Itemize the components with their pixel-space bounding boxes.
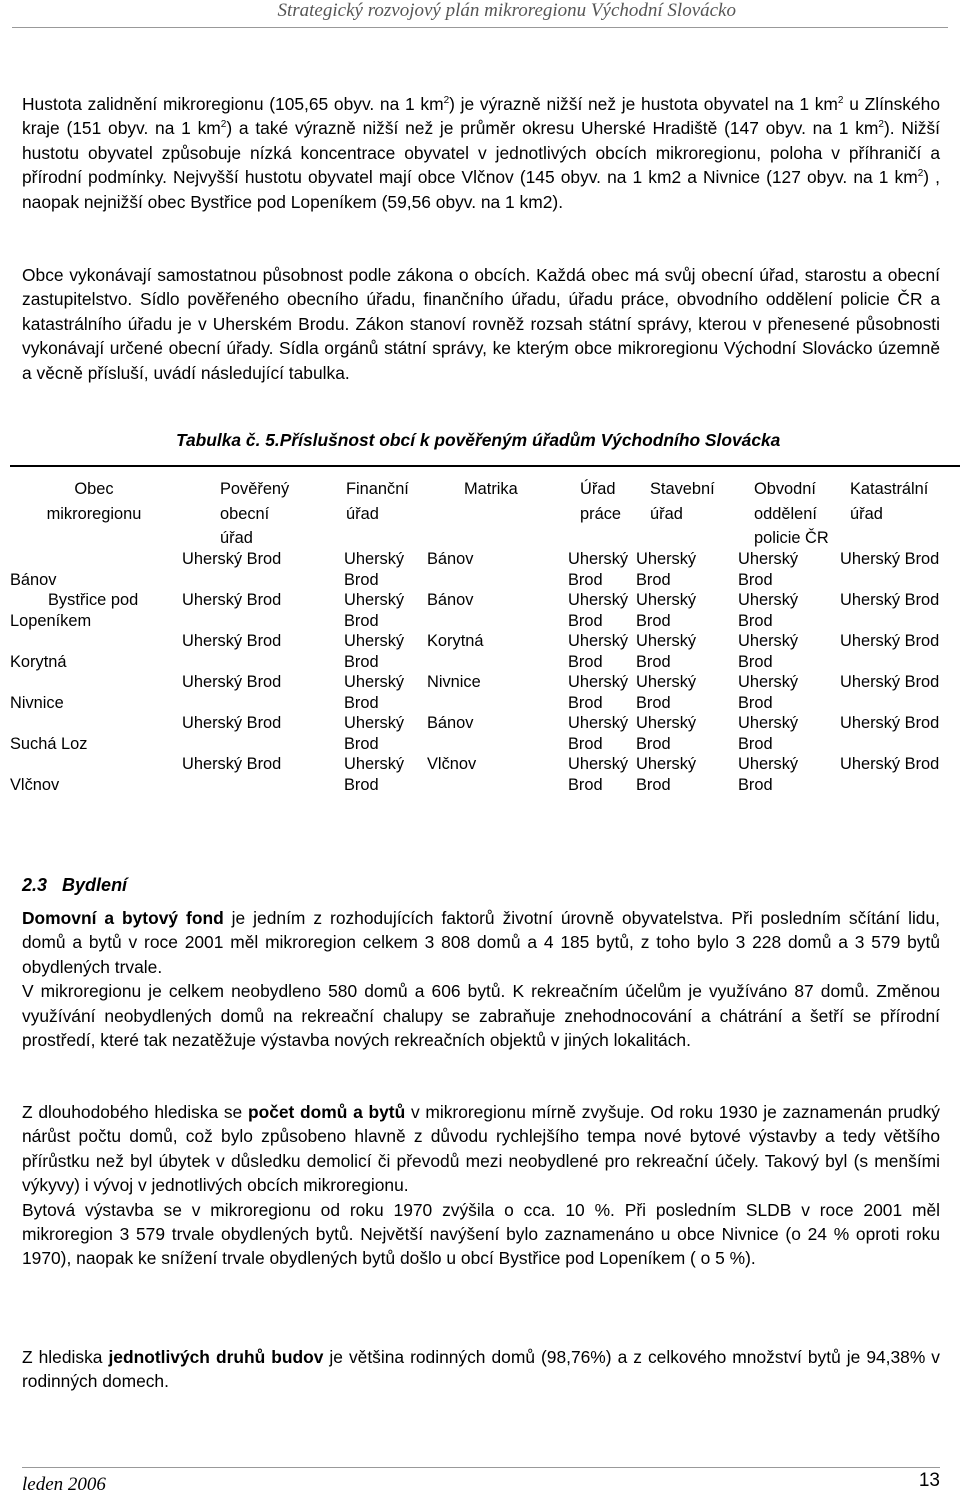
header-text: obecní — [220, 504, 270, 523]
cell-text: Brod — [568, 775, 603, 794]
cell-text: Uherský — [636, 673, 697, 691]
superscript: 2 — [837, 95, 844, 107]
header-text: Obvodní — [754, 480, 816, 498]
cell-text: Brod — [636, 775, 671, 794]
cell-text: Uherský — [738, 755, 799, 773]
cell-text: Uherský — [636, 550, 697, 568]
cell-text: Brod — [344, 693, 379, 712]
cell-text: Brod — [738, 775, 773, 794]
cell-obvodni — [738, 590, 798, 631]
bold-text: Domovní a bytový fond — [22, 908, 224, 928]
header-povereny — [220, 477, 289, 551]
cell-text: Uherský — [568, 755, 629, 773]
row-name: Vlčnov — [10, 775, 60, 794]
cell-text: Uherský — [344, 714, 405, 732]
superscript: 2 — [443, 95, 450, 107]
paragraph-administration: Obce vykonávají samostatnou působnost podle zákona o obcích. Každá obec má svůj obecní úřad, starostu a obecní zastupitelstvo. Sídlo pověřeného obecního úřadu, finančního úřadu, úřadu práce, obvodního oddělení policie ČR a katastrálního úřadu je v Uherském Brodu. Zákon stanoví rovněž rozsah státní správy, kterou v přenesené působnosti vykonávají určené obecní úřady. Sídla orgánů státní správy, ke kterým obce mikroregionu Východní Slovácko územně a věcně přísluší, uvádí následující tabulka. — [22, 265, 940, 383]
table-row — [10, 590, 960, 631]
header-text: práce — [580, 504, 622, 523]
cell-katastralni: Uherský Brod — [840, 550, 940, 568]
cell-text: Brod — [636, 652, 671, 671]
footer-rule — [22, 1467, 940, 1468]
row-name: Lopeníkem — [10, 611, 92, 630]
cell-urad-prace — [568, 631, 628, 672]
table-row — [10, 754, 960, 795]
cell-text: Brod — [568, 693, 603, 712]
cell-text: Brod — [568, 734, 603, 753]
header-text: úřad — [650, 504, 683, 523]
page-header — [0, 0, 960, 28]
cell-text: Brod — [636, 611, 671, 630]
cell-povereny: Uherský Brod — [182, 673, 282, 691]
cell-text: Uherský — [738, 673, 799, 691]
section-title: Bydlení — [62, 875, 128, 895]
cell-text: Brod — [738, 734, 773, 753]
table-row — [10, 549, 960, 590]
cell-financni — [344, 590, 404, 631]
cell-text: Uherský — [738, 632, 799, 650]
header-text: úřad — [346, 504, 379, 523]
header-obec — [10, 477, 178, 526]
text: Bytová výstavba se v mikroregionu od roku 1970 zvýšila o cca. 10 %. Při posledním SLDB v roce 2001 měl mikroregion 3 579 trvale obydlených bytů. Největší navýšení bylo zaznamenáno u obce Nivnice (o 24 % oproti roku 1970), naopak ke snížení trvale obydlených bytů došlo u obcí Bystřice pod Lopeníkem ( o 5 %). — [22, 1199, 940, 1269]
cell-katastralni: Uherský Brod — [840, 673, 940, 691]
cell-katastralni: Uherský Brod — [840, 591, 940, 609]
row-name: Korytná — [10, 652, 67, 671]
cell-text: Uherský — [568, 550, 629, 568]
header-text: Katastrální — [850, 480, 929, 498]
cell-stavebni — [636, 590, 696, 631]
cell-stavebni — [636, 672, 696, 713]
cell-obvodni — [738, 754, 798, 795]
header-urad-prace — [580, 477, 621, 526]
text: Hustota zalidnění mikroregionu (105,65 obyv. na 1 km — [22, 94, 444, 114]
row-name: Suchá Loz — [10, 734, 88, 753]
cell-katastralni: Uherský Brod — [840, 632, 940, 650]
cell-stavebni — [636, 549, 696, 590]
cell-text: Uherský — [738, 550, 799, 568]
cell-povereny: Uherský Brod — [182, 755, 282, 773]
cell-text: Uherský — [568, 632, 629, 650]
paragraph-building-types — [22, 1345, 940, 1394]
text: v mikroregionu mírně zvyšuje. Od roku 1930 je zaznamenán prudký nárůst počtu domů, což bylo způsobeno hlavně z důvodu rychlejšího tempa nové bytové výstavby a tedy většího přírůstku než byl úbytek v důsledku demolicí či převodů mezi neobydlené pro rekreační účely. Takový byl (s menšími výkyvy) i vývoj v jednotlivých obcích mikroregionu. — [22, 1102, 940, 1196]
text: je jedním z rozhodujících faktorů životní úrovně obyvatelstva. Při posledním sčítání lidu, domů a bytů v roce 2001 měl mikroregion celkem 3 808 domů a 4 185 bytů, z toho bylo 3 228 domů a 3 579 bytů obydlených trvale. — [22, 908, 940, 977]
text: je většina rodinných domů (98,76%) a z celkového množství bytů je 94,38% v rodinných domech. — [22, 1347, 941, 1392]
table-caption: Tabulka č. 5.Příslušnost obcí k pověřeným úřadům Východního Slovácka — [176, 430, 781, 450]
paragraph-housing-trend — [22, 1100, 940, 1271]
cell-povereny: Uherský Brod — [182, 632, 282, 650]
cell-text: Uherský — [738, 714, 799, 732]
cell-text: Uherský — [568, 714, 629, 732]
cell-text: Brod — [344, 734, 379, 753]
section-heading — [22, 875, 127, 896]
cell-urad-prace — [568, 713, 628, 754]
row-name: Bánov — [10, 570, 57, 589]
header-katastralni — [850, 477, 928, 526]
header-text: Stavební — [650, 480, 715, 498]
cell-stavebni — [636, 713, 696, 754]
cell-financni — [344, 672, 404, 713]
header-rule — [12, 27, 948, 28]
header-text: úřad — [220, 529, 253, 547]
header-text: úřad — [850, 504, 883, 523]
header-stavebni — [650, 477, 715, 526]
text: V mikroregionu je celkem neobydleno 580 domů a 606 bytů. K rekreačním účelům je využíváno 87 domů. Změnou využívání neobydlených domů na rekreační chalupy se zabraňuje znehodnocování a chátrání a šetří se přírodní prostředí, které tak nezatěžuje výstavba nových rekreačních objektů v jiných lokalitách. — [22, 981, 940, 1051]
cell-financni — [344, 754, 404, 795]
cell-matrika: Bánov — [427, 714, 474, 732]
cell-text: Uherský — [636, 714, 697, 732]
cell-matrika: Nivnice — [427, 673, 481, 691]
cell-obvodni — [738, 713, 798, 754]
cell-text: Uherský — [344, 591, 405, 609]
cell-text: Brod — [344, 652, 379, 671]
cell-text: Uherský — [738, 591, 799, 609]
authority-table — [10, 465, 960, 795]
cell-obvodni — [738, 631, 798, 672]
cell-text: Brod — [344, 570, 379, 589]
table-header — [10, 467, 960, 549]
cell-katastralni: Uherský Brod — [840, 755, 940, 773]
page-number: 13 — [918, 1470, 940, 1491]
cell-stavebni — [636, 631, 696, 672]
header-text: Finanční — [346, 480, 409, 498]
cell-text: Brod — [636, 734, 671, 753]
cell-urad-prace — [568, 549, 628, 590]
cell-text: Brod — [568, 652, 603, 671]
cell-obvodni — [738, 549, 798, 590]
text: ) a také výrazně nižší než je průměr okresu Uherské Hradiště (147 obyv. na 1 km — [226, 118, 879, 139]
header-text: Pověřený — [220, 480, 290, 498]
cell-financni — [344, 549, 404, 590]
cell-povereny: Uherský Brod — [182, 591, 282, 609]
cell-katastralni: Uherský Brod — [840, 714, 940, 732]
cell-text: Brod — [738, 693, 773, 712]
cell-text: Brod — [738, 570, 773, 589]
header-text: Obec — [74, 480, 114, 498]
superscript: 2 — [878, 119, 884, 131]
text: Z hlediska — [22, 1347, 109, 1367]
text: ) je výrazně nižší než je hustota obyvatel na 1 km — [449, 94, 838, 114]
cell-text: Uherský — [344, 673, 405, 691]
cell-matrika: Bánov — [427, 550, 474, 568]
header-matrika — [464, 477, 518, 502]
cell-text: Uherský — [344, 632, 405, 650]
cell-financni — [344, 631, 404, 672]
cell-text: Uherský — [344, 550, 405, 568]
cell-urad-prace — [568, 754, 628, 795]
footer-date: leden 2006 — [22, 1474, 106, 1495]
cell-urad-prace — [568, 590, 628, 631]
cell-text: Brod — [568, 570, 603, 589]
cell-urad-prace — [568, 672, 628, 713]
page-footer — [0, 1460, 960, 1494]
superscript: 2 — [220, 119, 227, 131]
paragraph-density — [22, 92, 940, 214]
cell-text: Uherský — [568, 673, 629, 691]
bold-text: počet domů a bytů — [247, 1102, 406, 1122]
header-text: oddělení — [754, 504, 817, 523]
header-text: Úřad — [580, 480, 616, 498]
cell-text: Brod — [738, 652, 773, 671]
bold-text: jednotlivých druhů budov — [108, 1347, 324, 1367]
header-title: Strategický rozvojový plán mikroregionu Východní Slovácko — [277, 0, 736, 21]
cell-text: Brod — [738, 611, 773, 630]
header-text: Matrika — [464, 480, 518, 498]
table-row — [10, 631, 960, 672]
superscript: 2 — [917, 168, 924, 180]
cell-matrika: Bánov — [427, 591, 474, 609]
text: ) , naopak nejnižší obec Bystřice pod Lopeníkem (59,56 obyv. na 1 km2). — [22, 167, 940, 212]
cell-text: Uherský — [568, 591, 629, 609]
cell-povereny: Uherský Brod — [182, 714, 282, 732]
cell-financni — [344, 713, 404, 754]
header-obvodni — [754, 477, 829, 551]
cell-matrika: Vlčnov — [427, 755, 477, 773]
header-text: policie ČR — [754, 529, 829, 547]
text: u Zlínského kraje (151 obyv. na 1 km — [22, 94, 940, 139]
row-name: Nivnice — [10, 693, 64, 712]
cell-text: Brod — [568, 611, 603, 630]
row-name-prefix: Bystřice pod — [48, 591, 139, 609]
cell-text: Uherský — [636, 755, 697, 773]
table-row — [10, 672, 960, 713]
table-row — [10, 713, 960, 754]
header-financni — [346, 477, 409, 526]
cell-text: Uherský — [636, 632, 697, 650]
cell-text: Brod — [636, 693, 671, 712]
cell-text: Brod — [344, 611, 379, 630]
cell-text: Uherský — [344, 755, 405, 773]
paragraph-housing-stock — [22, 906, 940, 1052]
cell-obvodni — [738, 672, 798, 713]
cell-matrika: Korytná — [427, 632, 484, 650]
cell-text: Brod — [636, 570, 671, 589]
cell-text: Brod — [344, 775, 379, 794]
header-text: mikroregionu — [46, 504, 142, 523]
cell-text: Uherský — [636, 591, 697, 609]
cell-stavebni — [636, 754, 696, 795]
cell-povereny: Uherský Brod — [182, 550, 282, 568]
section-number: 2.3 — [22, 875, 48, 895]
text: Z dlouhodobého hlediska se — [22, 1102, 248, 1122]
text: ). Nižší hustotu obyvatel způsobuje nízká koncentrace obyvatel v jednotlivých obcích mikroregionu, poloha v příhraničí a přírodní podmínky. Nejvyšší hustotu obyvatel mají obce Vlčnov (145 obyv. na 1 km2 a Nivnice (127 obyv. na 1 km — [22, 118, 940, 188]
